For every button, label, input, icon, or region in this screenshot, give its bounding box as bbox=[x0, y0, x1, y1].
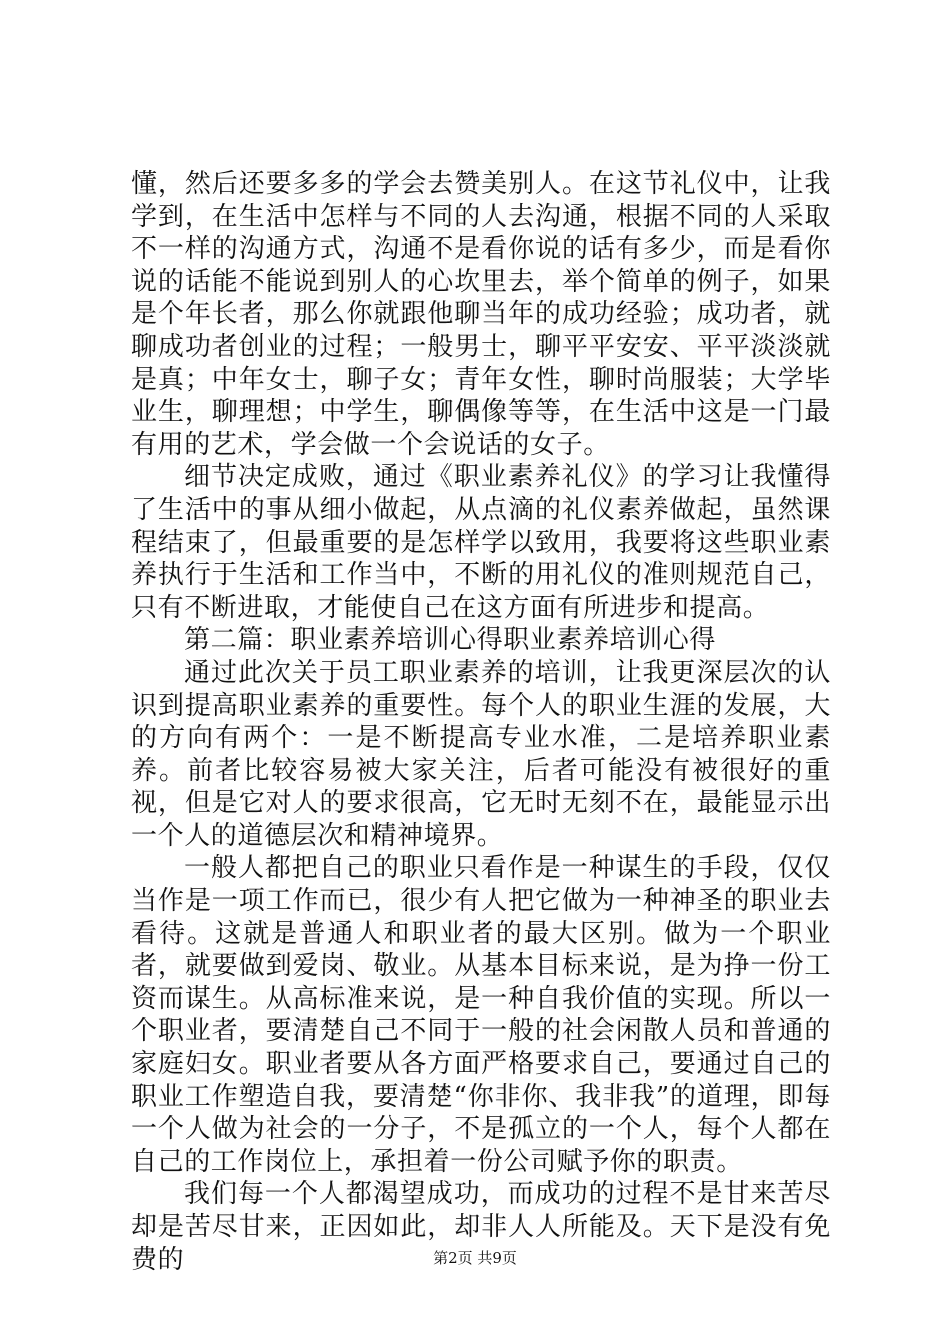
paragraph: 一般人都把自己的职业只看作是一种谋生的手段，仅仅当作是一项工作而已，很少有人把它做为一种神圣的职业去看待。这就是普通人和职业者的最大区别。做为一个职业者，就要做到爱岗、敬业。从基本目标来说，是为挣一份工资而谋生。从高标准来说，是一种自我价值的实现。所以一个职业者，要清楚自己不同于一般的社会闲散人员和普通的家庭妇女。职业者要从各方面严格要求自己，要通过自己的职业工作塑造自我，要清楚“你非你、我非我”的道理，即每一个人做为社会的一分子，不是孤立的一个人，每个人都在自己的工作岗位上，承担着一份公司赋予你的职责。 bbox=[131, 853, 831, 1177]
paragraph: 细节决定成败，通过《职业素养礼仪》的学习让我懂得了生活中的事从细小做起，从点滴的礼仪素养做起，虽然课程结束了，但最重要的是怎样学以致用，我要将这些职业素养执行于生活和工作当中，不断的用礼仪的准则规范自己，只有不断进取，才能使自己在这方面有所进步和提高。 bbox=[131, 462, 831, 623]
paragraph: 我们每一个人都渴望成功，而成功的过程不是甘来苦尽却是苦尽甘来，正因如此，却非人人所能及。天下是没有免费的 bbox=[131, 1179, 831, 1275]
paragraph: 通过此次关于员工职业素养的培训，让我更深层次的认识到提高职业素养的重要性。每个人的职业生涯的发展，大的方向有两个：一是不断提高专业水准，二是培养职业素养。前者比较容易被大家关注，后者可能没有被很好的重视，但是它对人的要求很高，它无时无刻不在，最能显示出一个人的道德层次和精神境界。 bbox=[131, 657, 831, 851]
section-heading: 第二篇：职业素养培训心得职业素养培训心得 bbox=[184, 625, 717, 656]
page-number-footer: 第2页 共9页 bbox=[433, 1249, 517, 1267]
document-body bbox=[131, 168, 831, 1276]
paragraph: 懂，然后还要多多的学会去赞美别人。在这节礼仪中，让我学到，在生活中怎样与不同的人去沟通，根据不同的人采取不一样的沟通方式，沟通不是看你说的话有多少，而是看你说的话能不能说到别人的心坎里去，举个简单的例子，如果是个年长者，那么你就跟他聊当年的成功经验；成功者，就聊成功者创业的过程；一般男士，聊平平安安、平平淡淡就是真；中年女士，聊子女；青年女性，聊时尚服装；大学毕业生，聊理想；中学生，聊偶像等等，在生活中这是一门最有用的艺术，学会做一个会说话的女子。 bbox=[131, 169, 831, 460]
